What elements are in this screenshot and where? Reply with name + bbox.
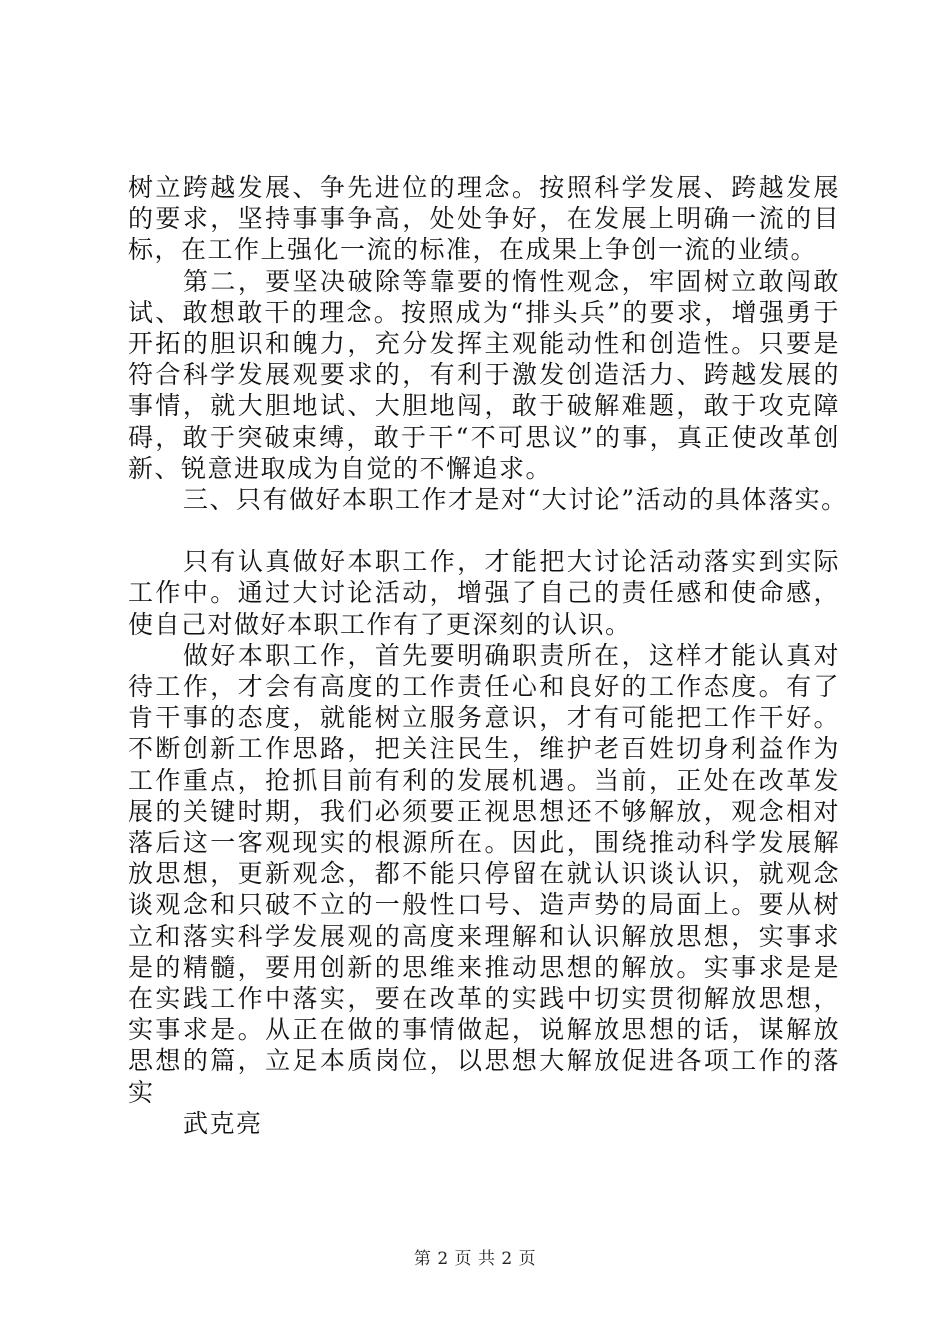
paragraph-second-point: 第二，要坚决破除等靠要的惰性观念，牢固树立敢闯敢试、敢想敢干的理念。按照成为“排头兵”的要求，增强勇于开拓的胆识和魄力，充分发挥主观能动性和创造性。只要是符合科学发展观要求的，有利于激发创造活力、跨越发展的事情，就大胆地试、大胆地闯，敢于破解难题，敢于攻克障碍，敢于突破束缚，敢于干“不可思议”的事，真正使改革创新、锐意进取成为自觉的不懈追求。 [128,266,840,483]
paragraph-duty-detail: 做好本职工作，首先要明确职责所在，这样才能认真对待工作，才会有高度的工作责任心和良好的工作态度。有了肯干事的态度，就能树立服务意识，才有可能把工作干好。不断创新工作思路，把关注民生，维护老百姓切身利益作为工作重点，抢抓目前有利的发展机遇。当前，正处在改革发展的关键时期，我们必须要正视思想还不够解放，观念相对落后这一客观现实的根源所在。因此，围绕推动科学发展解放思想，更新观念，都不能只停留在就认识谈认识，就观念谈观念和只破不立的一般性口号、造声势的局面上。要从树立和落实科学发展观的高度来理解和认识解放思想，实事求是的精髓，要用创新的思维来推动思想的解放。实事求是是在实践工作中落实，要在改革的实践中切实贯彻解放思想，实事求是。从正在做的事情做起，说解放思想的话，谋解放思想的篇，立足本质岗位，以思想大解放促进各项工作的落实 [128,640,840,1107]
paragraph-continuation: 树立跨越发展、争先进位的理念。按照科学发展、跨越发展的要求，坚持事事争高，处处争好，在发展上明确一流的目标，在工作上强化一流的标准，在成果上争创一流的业绩。 [128,173,840,265]
page-number-footer: 第 2 页 共 2 页 [413,1249,537,1269]
blank-line [128,515,840,546]
document-body [128,172,848,1139]
section-heading-three: 三、只有做好本职工作才是对“大讨论”活动的具体落实。 [183,485,848,515]
paragraph-duty-intro: 只有认真做好本职工作，才能把大讨论活动落实到实际工作中。通过大讨论活动，增强了自己的责任感和使命感，使自己对做好本职工作有了更深刻的认识。 [128,547,840,639]
author-signature: 武克亮 [183,1108,263,1138]
